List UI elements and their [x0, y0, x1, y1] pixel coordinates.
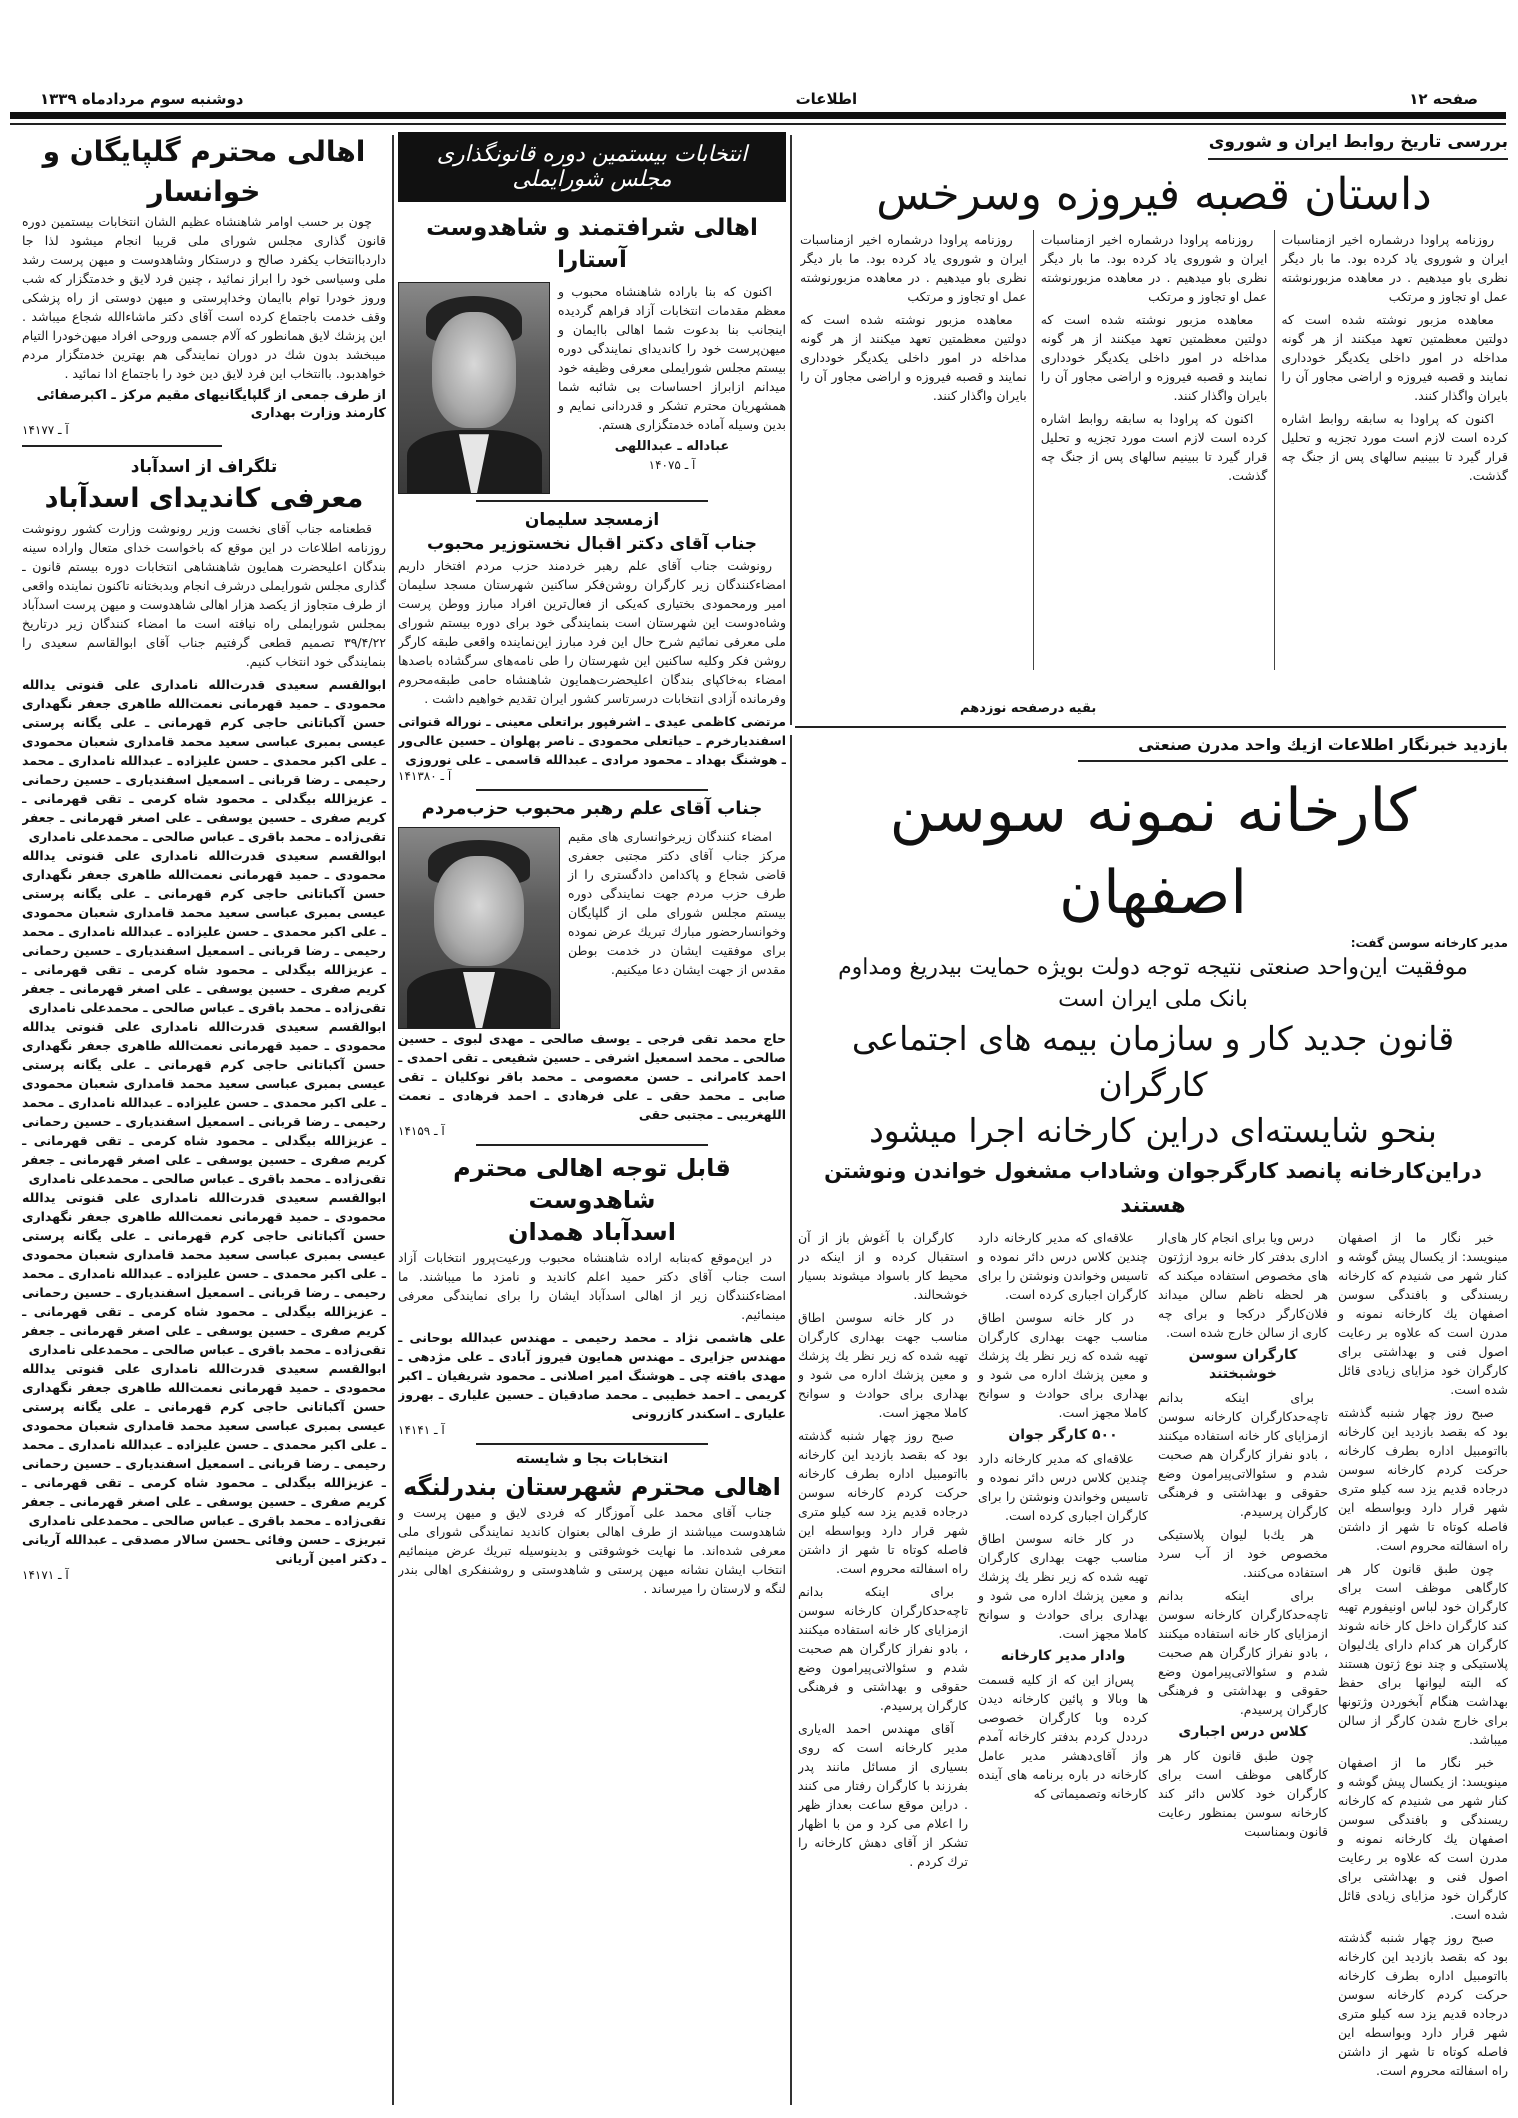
golpayegan-body: چون بر حسب اوامر شاهنشاه عظیم الشان انتخابات بیستمین دوره قانون گذاری مجلس شورای ملی قریبا انجام میشود لذا جا داردباانتخاب یکفرد صالح و درستکار وشاهدوست و میهن پرست رشد ملی وسیاسی خود را ابراز نمائید ، چنین فرد لایق و خدمتگزار که شب وروز خودرا توام باایمان وخداپرستی و میهن دوستی از راه پزشکی وقف خدمت باجتماع کرده است آقای دکتر ماشاءالله شجاع میباشد . این پزشك لایق همانطور که آلام جسمی وروحی افراد میهن‌خودرا التیام میبخشد بدون شك در دوران نمایندگی هم بهترین خدمتگزار مردم خواهدبود. باانتخاب این فرد لایق دین خود را باجتماع ادا نمائید .: [22, 214, 386, 381]
left-column: [22, 132, 386, 2107]
hamadan-body: در این‌موقع که‌بنابه اراده شاهنشاه محبوب ورعیت‌پرور انتخابات آزاد است جناب آقای دکتر حمید اعلم کاندید و نامزد ما میباشند. ما امضاءکنندگان زیر از اهالی اسدآباد ایشان را برای نمایندگی معرفی مینمائیم.: [398, 1250, 786, 1322]
hamadan-ref: آ ـ ۱۴۱۴۱: [398, 1423, 445, 1437]
masthead-page-number: صفحه ۱۲: [1409, 90, 1478, 108]
asadabad-names: ابوالقسم سعیدی قدرت‌الله نامداری علی قنوتی یدالله محمودی ـ حمید قهرمانی نعمت‌الله طاهری جعفر نگهداری حسن آکباتانی حاجی کرم قهرمانی ـ علی یگانه پرستی عیسی بمبری عباسی سعید محمد قامداری شعبان محمودی ـ علی اکبر محمدی ـ حسن علیزاده ـ عبدالله نامداری ـ محمد رحیمی ـ رضا قربانی ـ اسمعیل اسفندیاری ـ حسین رحمانی ـ عزیزالله بیگدلی ـ محمود شاه کرمی ـ تقی قهرمانی ـ کریم صفری ـ حسین یوسفی ـ علی اصغر قهرمانی ـ جعفر تقی‌زاده ـ محمد باقری ـ عباس صالحی ـ محمدعلی نامداری: [22, 1361, 386, 1528]
subhead-happy-workers: کارگران سوسن خوشبختند: [1188, 1347, 1298, 1382]
masthead: [40, 88, 1478, 110]
asadabad-body: قطعنامه جناب آقای نخست وزیر رونوشت وزارت کشور رونوشت روزنامه اطلاعات در این موقع که باخواست خدای متعال واراده سینه بندگان اعلیحضرت همایون شاهنشاهی انتخابات دوره بیستم قانون ـ گذاری مجلس شورایملی درشرف انجام وبدبختانه تاکنون نماینده واقعی از طرف متجاوز از یکصد هزار اهالی شاهدوست و میهن پرست اسدآباد بمجلس شورایملی راه نیافته است ما امضاء کنندگان زیر درتاریخ ۳۹/۴/۲۲ تصمیم قطعی گرفتیم جناب آقای ابوالقاسم سعیدی را بنمایندگی خود انتخاب کنیم.: [22, 521, 386, 669]
center-column: [398, 132, 786, 2107]
divider: [476, 500, 709, 502]
golpayegan-headline: اهالی محترم گلپایگان و خوانسار: [42, 135, 366, 208]
astara-body: اکنون که بنا باراده شاهنشاه محبوب و معظم مقدمات انتخابات آزاد فراهم گردیده اینجانب بنا بدعوت شما اهالی باایمان و میهن‌پرست خود را کاندیدای نمایندگی دوره بیستم مجلس شورایملی معرفی وظیفه خود میدانم ازابراز احساسات بی شائبه شما همشهریان محترم تشکر و قدردانی نمایم و بدین وسیله آماده خدمتگزاری هستم. عباداله ـ عبداللهی آ ـ ۱۴۰۷۵: [558, 282, 786, 494]
asadabad-names: ابوالقسم سعیدی قدرت‌الله نامداری علی قنوتی یدالله محمودی ـ حمید قهرمانی نعمت‌الله طاهری جعفر نگهداری حسن آکباتانی حاجی کرم قهرمانی ـ علی یگانه پرستی عیسی بمبری عباسی سعید محمد قامداری شعبان محمودی ـ علی اکبر محمدی ـ حسن علیزاده ـ عبدالله نامداری ـ محمد رحیمی ـ رضا قربانی ـ اسمعیل اسفندیاری ـ حسین رحمانی ـ عزیزالله بیگدلی ـ محمود شاه کرمی ـ تقی قهرمانی ـ کریم صفری ـ حسین یوسفی ـ علی اصغر قهرمانی ـ جعفر تقی‌زاده ـ محمد باقری ـ عباس صالحی ـ محمدعلی نامداری: [22, 848, 386, 1015]
sousan-factory-feature: [798, 735, 1508, 2105]
article-headline: داستان قصبه فیروزه وسرخس: [876, 169, 1432, 220]
portrait-photo: [398, 827, 560, 1029]
feature-column-3: علاقه‌ای که مدیر کارخانه دارد چندین کلاس درس دائر نموده و تاسیس وخواندن ونوشتن را برای کارگران اجباری کرده است. در کار خانه سوسن اطاق مناسب جهت بهداری کارگران تهیه شده که زیر نظر یك پزشك و معین پزشك اداره می شود و بهداری برای حوادث و سوانح کاملا مجهز است. ۵۰۰ کارگر جوان علاقه‌ای که مدیر کارخانه دارد چندین کلاس درس دائر نموده و تاسیس وخواندن ونوشتن را برای کارگران اجباری کرده است. در کار خانه سوسن اطاق مناسب جهت بهداری کارگران تهیه شده که زیر نظر یك پزشك و معین پزشك اداره می شود و بهداری برای حوادث و سوانح کاملا مجهز است. وادار مدیر کارخانه پس‌از این که از کلیه قسمت ها وبالا و پائین کارخانه دیدن کرده وبا کارگران خصوصی درددل کردم بدفتر کارخانه آمدم واز آقای‌دهشر مدیر عامل کارخانه در باره برنامه های آینده کارخانه وتصمیماتی که: [978, 1230, 1148, 1801]
masjed-soleiman-from: ازمسجد سلیمان: [524, 510, 660, 530]
column-divider: [392, 135, 394, 2105]
divider: [476, 789, 709, 791]
column-divider: [790, 735, 792, 2105]
subhead-500-workers: ۵۰۰ کارگر جوان: [1008, 1427, 1118, 1443]
asadabad-names: ابوالقسم سعیدی قدرت‌الله نامداری علی قنوتی یدالله محمودی ـ حمید قهرمانی نعمت‌الله طاهری جعفر نگهداری حسن آکباتانی حاجی کرم قهرمانی ـ علی یگانه پرستی عیسی بمبری عباسی سعید محمد قامداری شعبان محمودی ـ علی اکبر محمدی ـ حسن علیزاده ـ عبدالله نامداری ـ محمد رحیمی ـ رضا قربانی ـ اسمعیل اسفندیاری ـ حسین رحمانی ـ عزیزالله بیگدلی ـ محمود شاه کرمی ـ تقی قهرمانی ـ کریم صفری ـ حسین یوسفی ـ علی اصغر قهرمانی ـ جعفر تقی‌زاده ـ محمد باقری ـ عباس صالحی ـ محمدعلی نامداری: [22, 1190, 386, 1357]
asadabad-closing: تبریزی ـ حسن وفائی ـحسن سالار مصدقی ـ عبدالله آریانی ـ دکتر امین آریانی: [22, 1532, 386, 1566]
divider: [476, 1144, 709, 1146]
column-divider: [790, 135, 792, 725]
feature-speaker: مدیر کارخانه سوسن گفت:: [1350, 936, 1508, 950]
divider: [476, 1443, 709, 1445]
feature-subhead-2: بانک ملی ایران است: [1058, 987, 1248, 1012]
feature-body-columns: [798, 1228, 1508, 2084]
feature-headline: کارخانه نمونه سوسن اصفهان: [889, 776, 1417, 928]
bandar-lengeh-headline: اهالی محترم شهرستان بندرلنگه: [403, 1473, 781, 1501]
iran-ussr-article: [800, 132, 1508, 722]
masthead-paper-name: اطلاعات: [795, 90, 858, 108]
continued-note: بقیه درصفحه نوزدهم: [960, 701, 1097, 716]
golpayegan-ref: آ ـ ۱۴۱۷۷: [22, 423, 69, 437]
khansar-ref: آ ـ ۱۴۱۵۹: [398, 1124, 445, 1138]
masthead-rule-thick: [10, 112, 1506, 119]
feature-headline-4: دراین‌کارخانه پانصد کارگرجوان وشاداب مشغول خواندن ونوشتن هستند: [824, 1159, 1482, 1217]
masjed-soleiman-names: مرتضی کاظمی عیدی ـ اشرفپور براتعلی معینی ـ نوراله قنواتی اسفندیارخرم ـ حیاتعلی محمودی ـ ناصر پهلوان ـ حسین عالی‌ور ـ هوشنگ بهداد ـ محمود مرادی ـ عبدالله قاسمی ـ علی نوروزی: [398, 714, 786, 767]
feature-column-4: کارگران با آغوش باز از آن استقبال کرده و از اینکه در محیط کار باسواد میشوند بسیار خوشحالند. در کار خانه سوسن اطاق مناسب جهت بهداری کارگران تهیه شده که زیر نظر یك پزشك و معین پزشك اداره می شود و بهداری برای حوادث و سوانح کاملا مجهز است. صبح روز چهار شنبه گذشته بود که بقصد بازدید این کارخانه بااتومبیل اداره بطرف کارخانه حرکت کردم کارخانه سوسن درجاده قدیم یزد سه کیلو متری شهر قرار دارد وبواسطه این فاصله کوتاه تا شهر از داشتن راه اسفالته محروم است. برای اینکه بدانم تاچه‌حدکارگران کارخانه سوسن ازمزایای کار خانه استفاده میکنند ، بادو نفراز کارگران هم صحبت شدم و سئوالاتی‌پیرامون وضع حقوقی و بهداشتی و فرهنگی کارگران پرسیدم. آقای مهندس احمد اله‌یاری مدیر کارخانه است که روی بسیاری از مسائل مانند پدر بفرزند با کارگران رفتار می کنند . دراین موقع ساعت بعداز ظهر را اعلام می کرد و من با اظهار تشکر از آقای دهش کارخانه را ترك کردم .: [798, 1230, 968, 1869]
article-body: روزنامه پراودا درشماره اخیر ازمناسبات ایران و شوروی یاد کرده بود. ما بار دیگر نظری باو میدهیم . در معاهده مزبورنوشته عمل او تجاوز و مرتکب معاهده مزبور نوشته شده است که دولتین معظمتین تعهد میکنند از هر گونه مداخله در امور داخلی یکدیگر خودداری نمایند و قصبه فیروزه و اراضی مجاور آن را بایران واگذار کنند. اکنون که پراودا به سابقه روابط اشاره کرده است لازم است مورد تجزیه و تحلیل قرار گیرد تا ببینیم سالهای پس از جنگ چه گذشت. روزنامه پراودا درشماره اخیر ازمناسبات ایران و شوروی یاد کرده بود. ما بار دیگر نظری باو میدهیم . در معاهده مزبورنوشته عمل او تجاوز و مرتکب معاهده مزبور نوشته شده است که دولتین معظمتین تعهد میکنند از هر گونه مداخله در امور داخلی یکدیگر خودداری نمایند و قصبه فیروزه و اراضی مجاور آن را بایران واگذار کنند. اکنون که پراودا به سابقه روابط اشاره کرده است لازم است مورد تجزیه و تحلیل قرار گیرد تا ببینیم سالهای پس از جنگ چه گذشت. روزنامه پراودا درشماره اخیر ازمناسبات ایران و شوروی یاد کرده بود. ما بار دیگر نظری باو میدهیم . در معاهده مزبورنوشته عمل او تجاوز و مرتکب معاهده مزبور نوشته شده است که دولتین معظمتین تعهد میکنند از هر گونه مداخله در امور داخلی یکدیگر خودداری نمایند و قصبه فیروزه و اراضی مجاور آن را بایران واگذار کنند.: [800, 232, 1508, 483]
khansar-headline: جناب آقای علم رهبر محبوب حزب‌مردم: [421, 798, 763, 819]
feature-subhead-1: موفقیت این‌واحد صنعتی نتیجه توجه دولت بویژه حمایت بیدریغ ومداوم: [838, 955, 1468, 980]
astara-ref: آ ـ ۱۴۰۷۵: [648, 458, 696, 472]
portrait-photo: [398, 282, 550, 494]
section-divider: [795, 726, 1506, 728]
asadabad-ref: آ ـ ۱۴۱۷۱: [22, 1568, 69, 1582]
subhead-mandatory-class: کلاس درس اجباری: [1178, 1724, 1308, 1740]
feature-headline-3: بنحو شایسته‌ای دراین کارخانه اجرا میشود: [869, 1111, 1437, 1150]
golpayegan-signature: از طرف جمعی از گلپایگانیهای مقیم مرکز ـ اکبرصفائی کارمند وزارت بهداری: [36, 388, 386, 421]
masjed-soleiman-body: رونوشت جناب آقای علم رهبر خردمند حزب مردم افتخار داریم امضاءکنندگان زیر کارگران روشن‌فکر ساکنین شهرستان مسجد سلیمان امیر ورمحمودی بختیاری که‌یکی از فعال‌ترین افراد مبارز ووطن پرست وشاه‌دوست این شهرستان است بنمایندگی خود برای دوره بیستم شورای ملی معرفی نمائیم شرح حال این فرد مبارز این‌نماینده واقعی طبقه کارگر روشن فکر وکلیه ساکنین این شهرستان را طی نامه‌های سرگشاده باصدها امضاء به‌خاکپای بندگان اعلیحضرت‌همایون شاهنشاه حامی طبقه‌محروم وفرمانده آزادی انتخابات درسرتاسر کشور ایران تقدیم خواهیم داشت .: [398, 558, 786, 706]
astara-headline: اهالی شرافتمند و شاهدوست آستارا: [426, 215, 758, 273]
khansar-names: حاج محمد تقی فرجی ـ یوسف صالحی ـ مهدی لبوی ـ حسین صالحی ـ محمد اسمعیل اشرفی ـ حسین شفیعی ـ تقی احمدی ـ احمد کامرانی ـ حسن معصومی ـ محمد باقر نوکلیان ـ تقی صابی ـ محمد حقی ـ علی فرهادی ـ احمد فرهادی ـ نعمت اللهغریبی ـ مجتبی حقی: [398, 1031, 786, 1122]
subhead-factory-manager: وادار مدیر کارخانه: [1000, 1648, 1126, 1664]
asadabad-names: ابوالقسم سعیدی قدرت‌الله نامداری علی قنوتی یدالله محمودی ـ حمید قهرمانی نعمت‌الله طاهری جعفر نگهداری حسن آکباتانی حاجی کرم قهرمانی ـ علی یگانه پرستی عیسی بمبری عباسی سعید محمد قامداری شعبان محمودی ـ علی اکبر محمدی ـ حسن علیزاده ـ عبدالله نامداری ـ محمد رحیمی ـ رضا قربانی ـ اسمعیل اسفندیاری ـ حسین رحمانی ـ عزیزالله بیگدلی ـ محمود شاه کرمی ـ تقی قهرمانی ـ کریم صفری ـ حسین یوسفی ـ علی اصغر قهرمانی ـ جعفر تقی‌زاده ـ محمد باقری ـ عباس صالحی ـ محمدعلی نامداری: [22, 677, 386, 844]
bandar-lengeh-kicker: انتخابات بجا و شایسته: [515, 1451, 669, 1467]
asadabad-headline: معرفی کاندیدای اسدآباد: [44, 483, 364, 514]
divider: [22, 445, 222, 447]
hamadan-headline-1: قابل توجه اهالی محترم شاهدوست: [453, 1154, 731, 1214]
asadabad-names: ابوالقسم سعیدی قدرت‌الله نامداری علی قنوتی یدالله محمودی ـ حمید قهرمانی نعمت‌الله طاهری جعفر نگهداری حسن آکباتانی حاجی کرم قهرمانی ـ علی یگانه پرستی عیسی بمبری عباسی سعید محمد قامداری شعبان محمودی ـ علی اکبر محمدی ـ حسن علیزاده ـ عبدالله نامداری ـ محمد رحیمی ـ رضا قربانی ـ اسمعیل اسفندیاری ـ حسین رحمانی ـ عزیزالله بیگدلی ـ محمود شاه کرمی ـ تقی قهرمانی ـ کریم صفری ـ حسین یوسفی ـ علی اصغر قهرمانی ـ جعفر تقی‌زاده ـ محمد باقری ـ عباس صالحی ـ محمدعلی نامداری: [22, 1019, 386, 1186]
masjed-soleiman-ref: آ ـ ۱۴۱۳۸۰: [398, 769, 452, 783]
feature-column-2: درس ویا برای انجام کار های‌ار اداری بدفتر کار خانه برود ازژتون های مخصوص استفاده میکند که هر لحظه ناظم سالن میداند فلان‌کارگر درکجا و برای چه کاری از سالن خارج شده است. کارگران سوسن خوشبختند برای اینکه بدانم تاچه‌حدکارگران کارخانه سوسن ازمزایای کار خانه استفاده میکنند ، بادو نفراز کارگران هم صحبت شدم و سئوالاتی‌پیرامون وضع حقوقی و بهداشتی و فرهنگی کارگران پرسیدم. هر یك‌با لیوان پلاستیکی مخصوص خود از آب سرد استفاده می‌کنند. برای اینکه بدانم تاچه‌حدکارگران کارخانه سوسن ازمزایای کار خانه استفاده میکنند ، بادو نفراز کارگران هم صحبت شدم و سئوالاتی‌پیرامون وضع حقوقی و بهداشتی و فرهنگی کارگران پرسیدم. کلاس درس اجباری چون طبق قانون کار هر کارگاهی موظف است برای کارگران خود کلاس دائر کند کارخانه سوسن بمنظور رعایت قانون وبمناسبت: [1158, 1230, 1328, 1839]
feature-kicker: بازدید خبرنگار اطلاعات ازیك واحد مدرن صنعتی: [1078, 735, 1508, 762]
elections-banner: انتخابات بیستمین دوره قانونگذاری مجلس شورایملی: [398, 132, 786, 202]
khansar-block: امضاء کنندگان زیرخوانساری های مقیم مرکز جناب آقای دکتر مجتبی جعفری قاضی شجاع و پاکدامن دادگستری را از طرف حزب مردم جهت نمایندگی دوره بیستم مجلس شورای ملی از گلپایگان وخوانسارحضور مبارك تبریك عرض نموده برای موفقیت ایشان در خدمت بوطن مقدس از جهت ایشان دعا میکنیم.: [398, 827, 786, 1029]
astara-block: [398, 282, 786, 494]
bandar-lengeh-body: جناب آقای محمد علی آموزگار که فردی لایق و میهن پرست و شاهدوست میباشند از طرف اهالی بعنوان کاندید نمایندگی شورای ملی معرفی شده‌اند. ما نهایت خوشوقتی و بدینوسیله تبریك عرض مینمائیم انتخاب ایشان نشانه میهن پرستی و شاهدوستی و روشنفکری اهالی بندر لنگه و لارستان را میرساند .: [398, 1505, 786, 1596]
masjed-soleiman-addressee: جناب آقای دکتر اقبال نخستوزیر محبوب: [426, 534, 758, 554]
feature-column-1: خبر نگار ما از اصفهان مینویسد: از یکسال پیش گوشه و کنار شهر می شنیدم که کارخانه ریسندگی و بافندگی سوسن اصفهان یك کارخانه نمونه و مدرن است که علاوه بر رعایت اصول فنی و بهداشتی برای کارگران خود مزایای زیادی قائل شده است. صبح روز چهار شنبه گذشته بود که بقصد بازدید این کارخانه بااتومبیل اداره بطرف کارخانه حرکت کردم کارخانه سوسن درجاده قدیم یزد سه کیلو متری شهر قرار دارد وبواسطه این فاصله کوتاه تا شهر از داشتن راه اسفالته محروم است. چون طبق قانون کار هر کارگاهی موظف است برای کارگران خود لباس اونیفورم تهیه کند کارگران داخل کار خانه شوند کارگران هر کدام دارای یك‌لیوان پلاستیکی و چند نوع ژتون هستند که البته لیوانها برای حفظ بهداشت هنگام آبخوردن وژتونها برای خارج شدن کارگر از سالن میباشد. خبر نگار ما از اصفهان مینویسد: از یکسال پیش گوشه و کنار شهر می شنیدم که کارخانه ریسندگی و بافندگی سوسن اصفهان یك کارخانه نمونه و مدرن است که علاوه بر رعایت اصول فنی و بهداشتی برای کارگران خود مزایای زیادی قائل شده است. صبح روز چهار شنبه گذشته بود که بقصد بازدید این کارخانه بااتومبیل اداره بطرف کارخانه حرکت کردم کارخانه سوسن درجاده قدیم یزد سه کیلو متری شهر قرار دارد وبواسطه این فاصله کوتاه تا شهر از داشتن راه اسفالته محروم است.: [1338, 1230, 1508, 2078]
hamadan-names: علی هاشمی نژاد ـ محمد رحیمی ـ مهندس عبدالله بوحانی ـ مهندس جزایری ـ مهندس همایون فیروز آبادی ـ علی مژدهی ـ مهدی بافته چی ـ هوشنگ امیر اصلانی ـ محمود شریفیان ـ اکبر کریمی ـ احمد خطیبی ـ محمد صادقیان ـ حسین علیاری ـ بهروز علیاری ـ اسکندر کازرونی: [398, 1330, 786, 1421]
feature-headline-2: قانون جدید کار و سازمان بیمه های اجتماعی کارگران: [851, 1019, 1455, 1104]
hamadan-headline-2: اسدآباد همدان: [508, 1218, 676, 1246]
asadabad-kicker: تلگراف از اسدآباد: [130, 457, 278, 477]
masthead-date: دوشنبه سوم مردادماه ۱۳۳۹: [40, 90, 244, 108]
article-kicker: بررسی تاریخ روابط ایران و شوروی: [1208, 132, 1508, 160]
astara-signature: عباداله ـ عبداللهی: [614, 439, 730, 454]
masthead-rule-thin: [10, 123, 1506, 125]
